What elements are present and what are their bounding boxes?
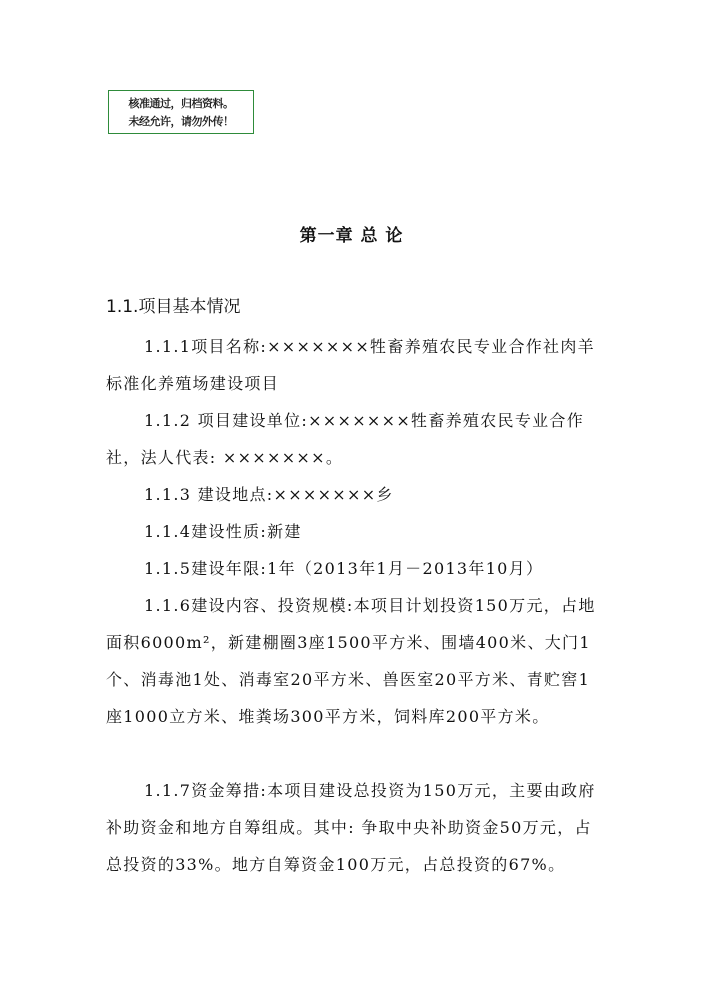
item-duration: 1.1.5建设年限:1年（2013年1月－2013年10月） [144,559,544,578]
stamp-line-2: 未经允许，请勿外传！ [128,115,234,128]
archive-stamp [108,90,254,134]
item-project-name: 1.1.1项目名称:×××××××牲畜养殖农民专业合作社肉羊标准化养殖场建设项目 [106,337,595,393]
chapter-title: 第一章 总 论 [299,226,404,246]
item-location: 1.1.3 建设地点:×××××××乡 [144,485,394,504]
item-nature: 1.1.4建设性质:新建 [144,522,302,541]
item-funding: 1.1.7资金筹措:本项目建设总投资为150万元，主要由政府补助资金和地方自筹组成。其中: 争取中央补助资金50万元，占总投资的33%。地方自筹资金100万元，占总投资的67%。 [106,781,596,874]
stamp-line-1: 核准通过，归档资料。 [128,97,234,110]
item-construction-unit: 1.1.2 项目建设单位:×××××××牲畜养殖农民专业合作社，法人代表: ×××××××。 [106,411,585,467]
section-heading: 1.1.项目基本情况 [106,297,241,317]
item-content-investment: 1.1.6建设内容、投资规模:本项目计划投资150万元，占地面积6000m²，新建棚圈3座1500平方米、围墙400米、大门1个、消毒池1处、消毒室20平方米、兽医室20平方米、青贮窖1座1000立方米、堆粪场300平方米，饲料库200平方米。 [106,596,596,726]
